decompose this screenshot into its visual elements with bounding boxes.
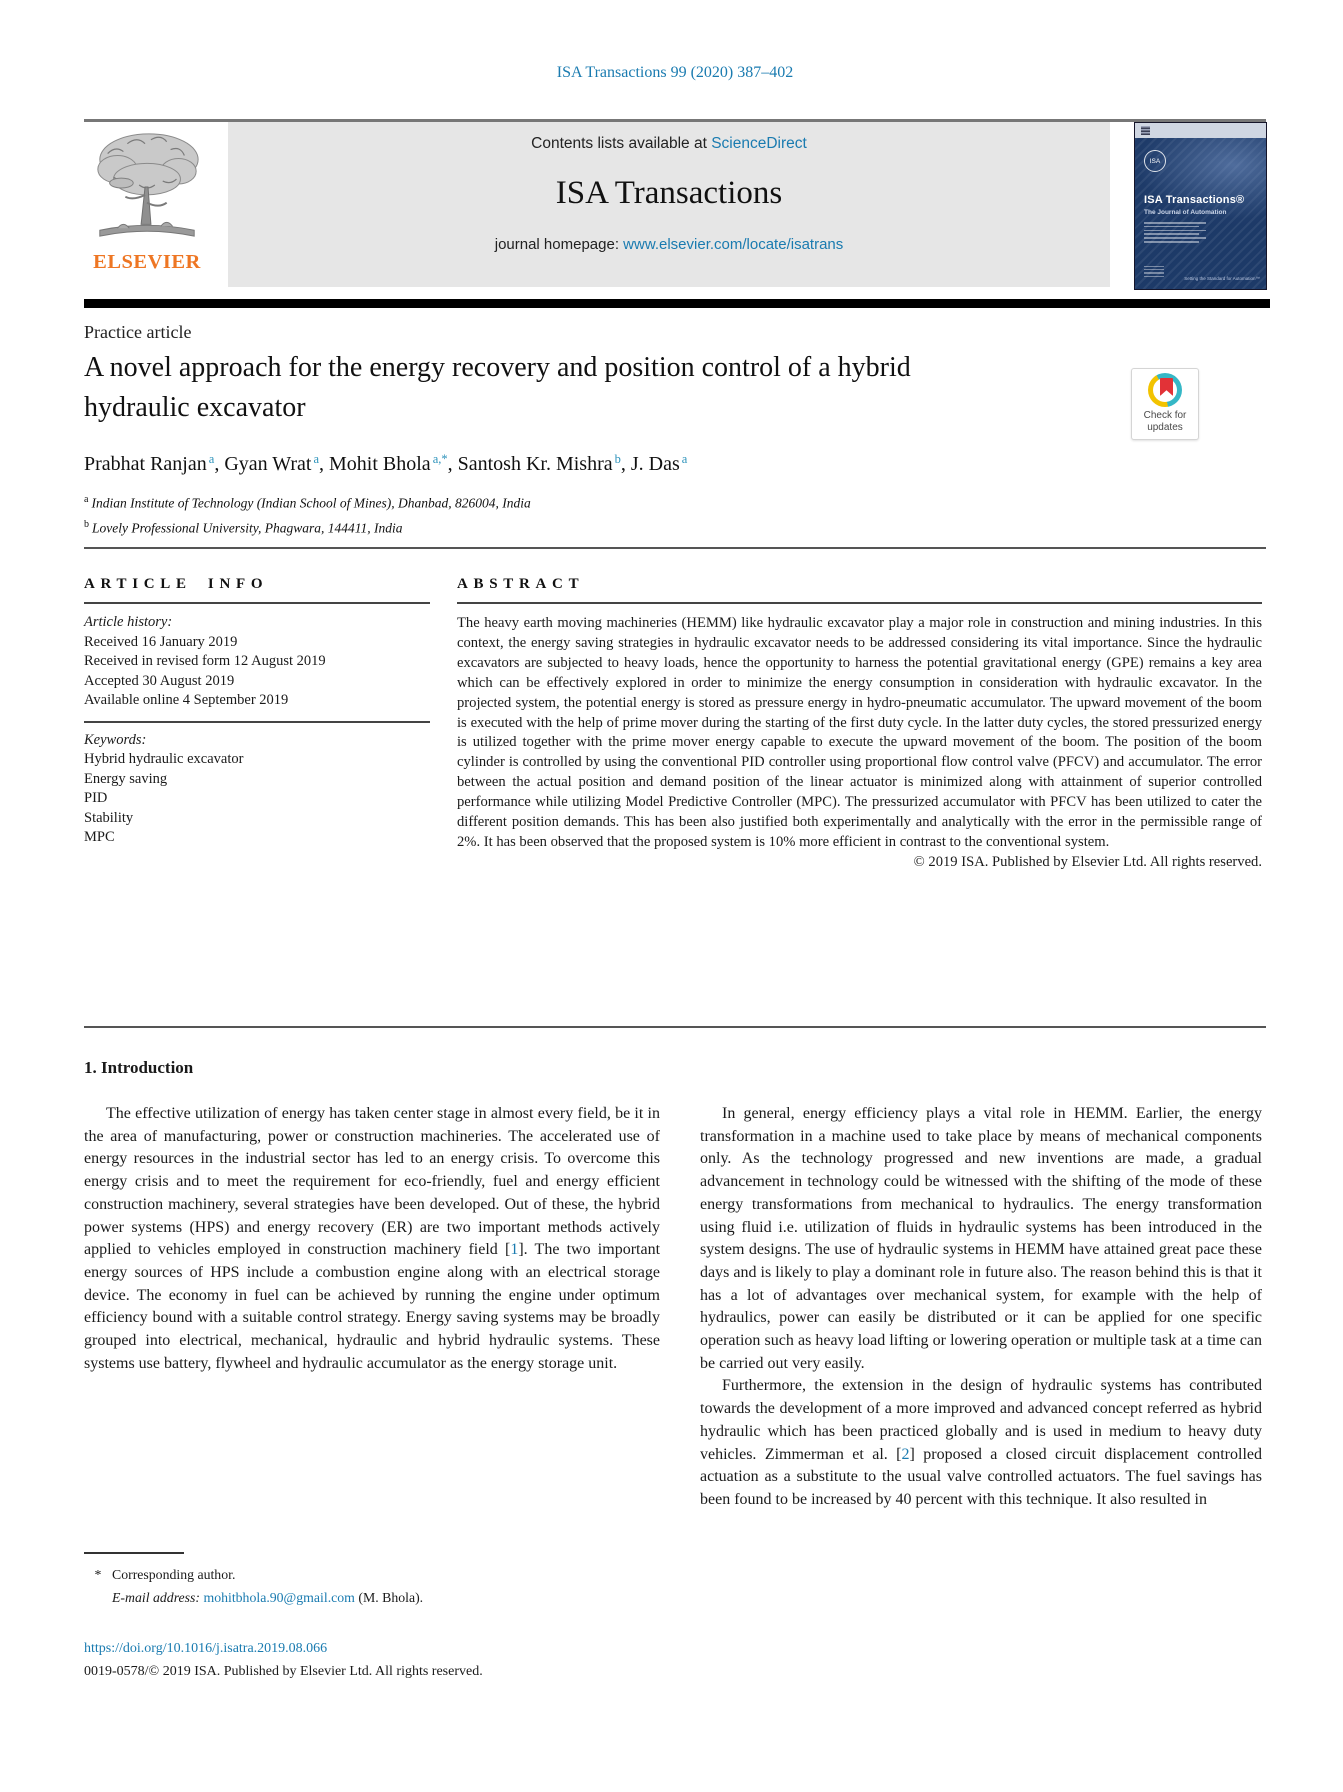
history-item: Received 16 January 2019: [84, 633, 238, 650]
journal-reference: ISA Transactions 99 (2020) 387–402: [556, 64, 794, 81]
header-black-bar: [84, 299, 1270, 308]
abstract-heading: ABSTRACT: [457, 576, 585, 592]
check-for-updates-badge[interactable]: [1131, 368, 1199, 440]
journal-title: ISA Transactions: [555, 175, 783, 211]
citation-link-1[interactable]: 1: [510, 1241, 519, 1259]
section-heading-introduction: 1. Introduction: [84, 1058, 194, 1077]
doi-link[interactable]: https://doi.org/10.1016/j.isatra.2019.08.066: [84, 1641, 328, 1656]
paragraph-text: The effective utilization of energy has taken center stage in almost every field, be it in the area of manufacturing, power or construction machineries. The accelerated use of energy resources in the industrial sector has led to an energy crisis. To overcome this energy crisis and to meet the requirement for eco-friendly, fuel and energy efficient construction machinery, several strategies have been developed. Out of these, the hybrid power systems (HPS) and energy recovery (ER) are two important methods actively applied to vehicles employed in construction machinery field [: [84, 1105, 660, 1259]
history-item: Accepted 30 August 2019: [84, 672, 235, 689]
footnote-line: [84, 1563, 423, 1586]
author-affil-sup: a: [208, 452, 215, 466]
author: J. Das $^a$: [630, 452, 688, 475]
affiliation-list: [84, 489, 531, 538]
keyword: Hybrid hydraulic excavator: [84, 751, 244, 767]
contents-prefix: Contents lists available at: [531, 135, 712, 152]
keyword: Energy saving: [84, 770, 168, 787]
body-column-left: [84, 1103, 660, 1375]
citation-link-2[interactable]: 2: [901, 1445, 910, 1463]
footnote-divider: [84, 1552, 184, 1554]
cover-blurb-lines: [1144, 222, 1206, 245]
check-updates-label: [1144, 410, 1187, 433]
footnote-text: Corresponding author.: [112, 1567, 236, 1582]
asterisk-mark: *: [94, 1567, 102, 1582]
email-link[interactable]: mohitbhola.90@gmail.com: [203, 1590, 355, 1605]
paragraph-text: Furthermore, the extension in the design of hydraulic systems has contributed towards the development of a more improved and advanced concept referred as hybrid hydraulic which has been practiced globally and is used in medium to heavy duty vehicles. Zimmerman et al. [: [700, 1377, 1262, 1463]
bookmark-icon: [1160, 378, 1173, 396]
author-affil-sup: a: [681, 452, 688, 466]
body-divider: [84, 1026, 1266, 1028]
cover-body: [1135, 138, 1266, 289]
abstract-text: The heavy earth moving machineries (HEMM) like hydraulic excavator play a major role in construction and mining industries. In this context, the energy saving strategies in hydraulic excavator needs to be addressed considering its vital importance. Since the hydraulic excavators are subjected to heavy loads, hence the opportunity to harness the potential gravitational energy (GPE) remains a key area which can be effectively explored in order to minimize the energy consumption in consideration with hydraulic excavator. In the projected system, the potential energy is stored as pressure energy in hydro-pneumatic accumulator. The upward movement of the boom is executed with the help of prime mover during the starting of the first duty cycle. In the latter duty cycles, the stored pressurized energy is utilized together with the prime mover energy capable to execute the upward movement of the boom. The position of the boom cylinder is controlled by using the conventional PID controller using proportional flow control valve (PFCV) and accumulator. The error between the actual position and demand position of the linear actuator is minimized along with attainment of superior controlled performance while utilizing Model Predictive Controller (MPC). The pressurized accumulator with PFCV has been utilized to cater the different position demands. This has been also justified both experimentally and analytically with the error in the permissible range of 2%. It has been observed that the proposed system is 10% more efficient in contrast to the conventional system.: [457, 615, 1262, 850]
intro-paragraph-1: [84, 1103, 660, 1375]
article-info-column: [84, 576, 430, 848]
section-divider: [84, 547, 1266, 549]
abstract-column: [457, 576, 1262, 871]
history-item: Received in revised form 12 August 2019: [84, 653, 326, 669]
article-history-label: Article history:: [84, 614, 173, 630]
journal-cover-thumbnail[interactable]: [1134, 122, 1267, 290]
paragraph-text: ] proposed a closed circuit displacement controlled actuation as a substitute to the usual valve controlled actuators. The fuel savings has been found to be increased by 40 percent with this technique. It also resulted in: [700, 1445, 1262, 1508]
affiliation: $^a$ Indian Institute of Technology (Indian School of Mines), Dhanbad, 826004, India: [84, 494, 531, 511]
intro-paragraph-2: In general, energy efficiency plays a vital role in HEMM. Earlier, the energy transformation in a machine used to take place by means of mechanical components only. As the technology progressed and new inventions are made, a gradual advancement in technology could be witnessed with the shifting of the mode of these energy transformations from mechanical to hydraulics. The energy transformation using fluid i.e. utilization of fluids in hydraulic systems has been introduced in the system designs. The use of hydraulic systems in HEMM have attained great pace these days and is likely to play a dominant role in future also. The reason behind this is that it has a lot of advantages over mechanical system, for example with the help of hydraulics, power can easily be distributed or it can be applied for one specific operation such as heavy load lifting or lowering operation or multiple task at a time can be carried out very easily.: [700, 1105, 1262, 1372]
divider: [84, 721, 430, 723]
author: Gyan Wrat $^a$,: [224, 452, 330, 475]
cover-title: ISA Transactions®: [1144, 194, 1245, 206]
body-column-right: [700, 1103, 1262, 1512]
divider: [457, 602, 1262, 604]
author-affil-sup: a,*: [432, 452, 448, 466]
intro-paragraph-3: [700, 1375, 1262, 1511]
article-info-heading: ARTICLE INFO: [84, 576, 269, 592]
article-type-label: Practice article: [84, 322, 192, 342]
homepage-prefix: journal homepage:: [494, 236, 624, 253]
divider: [84, 602, 430, 604]
keyword: MPC: [84, 829, 115, 845]
journal-banner: [228, 122, 1110, 287]
affiliation: $^b$ Lovely Professional University, Phagwara, 144411, India: [84, 518, 403, 535]
article-title: A novel approach for the energy recovery and position control of a hybrid hydraulic excavator: [84, 352, 911, 423]
corresponding-author-footnote: [84, 1563, 423, 1609]
email-label: E-mail address:: [112, 1590, 201, 1605]
keyword: Stability: [84, 809, 134, 826]
homepage-line: [228, 236, 1110, 253]
author-affil-sup: a: [313, 452, 320, 466]
cover-top-strip: [1135, 123, 1266, 138]
check-updates-line1: Check for: [1143, 410, 1187, 421]
author-list: [84, 452, 687, 476]
publisher-grid-icon: [1141, 126, 1150, 135]
history-item: Available online 4 September 2019: [84, 692, 289, 708]
isa-logo-icon: ISA: [1144, 150, 1166, 172]
abstract-copyright: © 2019 ISA. Published by Elsevier Ltd. All rights reserved.: [913, 853, 1262, 870]
cover-imprint-lines: [1144, 266, 1164, 279]
author: Prabhat Ranjan $^a$,: [84, 452, 225, 475]
elsevier-tree-icon: [88, 126, 206, 244]
elsevier-logo[interactable]: [84, 126, 210, 286]
issn-copyright-line: 0019-0578/© 2019 ISA. Published by Elsevier Ltd. All rights reserved.: [84, 1664, 483, 1679]
paragraph-text: ]. The two important energy sources of HPS include a combustion engine along with an electrical storage device. The economy in fuel can be achieved by running the engine under optimum efficiency bound with a suitable control strategy. Energy saving systems may be broadly grouped into electrical, mechanical, hydraulic and hybrid hydraulic systems. These systems use battery, flywheel and hydraulic accumulator as the energy storage unit.: [84, 1241, 661, 1372]
author: Santosh Kr. Mishra $^b$,: [457, 452, 631, 475]
elsevier-wordmark: ELSEVIER: [93, 251, 201, 273]
email-suffix: (M. Bhola).: [358, 1590, 424, 1605]
footnote-email-line: [112, 1586, 423, 1609]
cover-subtitle: The Journal of Automation: [1144, 209, 1227, 216]
check-updates-line2: updates: [1147, 421, 1183, 433]
author: Mohit Bhola $^{a,*}$,: [329, 452, 458, 475]
contents-line: [228, 135, 1110, 153]
sciencedirect-link[interactable]: ScienceDirect: [711, 135, 807, 152]
journal-homepage-link[interactable]: www.elsevier.com/locate/isatrans: [623, 236, 844, 253]
keyword: PID: [84, 790, 108, 806]
cover-tagline: Setting the Standard for Automation™: [1184, 276, 1260, 281]
check-updates-icon: [1148, 373, 1182, 407]
keywords-label: Keywords:: [84, 731, 147, 748]
author-affil-sup: b: [614, 452, 621, 466]
